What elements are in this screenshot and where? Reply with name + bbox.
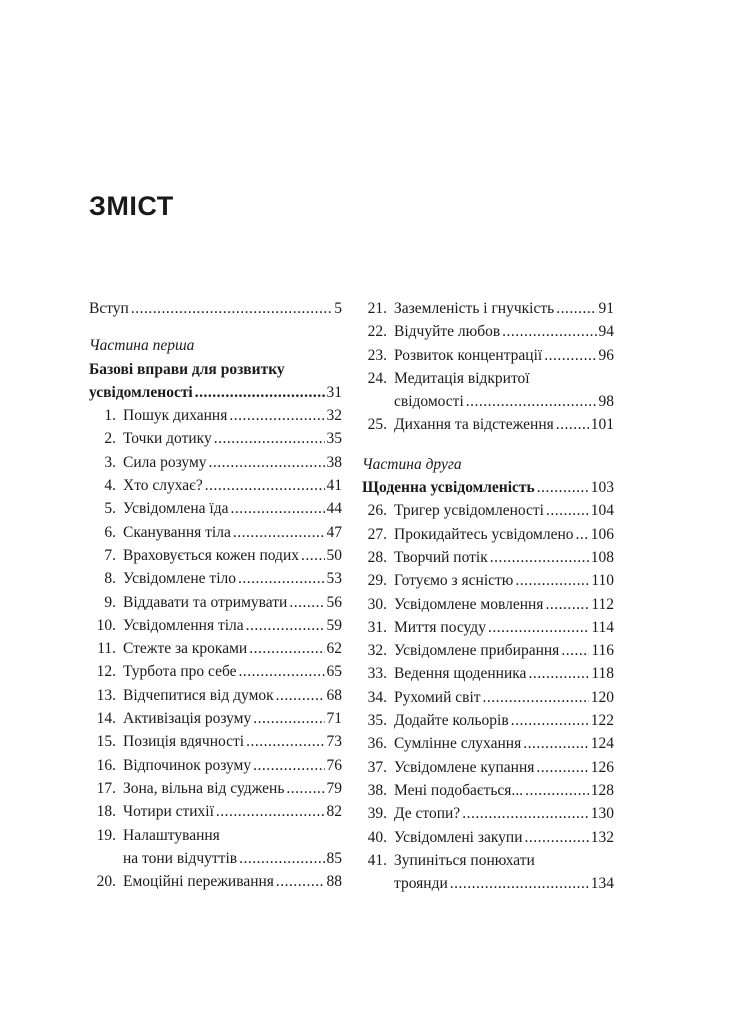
toc-entry-title: Прокидайтесь усвідомлено <box>394 525 574 543</box>
toc-entry-page: 112 <box>591 595 614 613</box>
toc-entry[interactable] <box>362 499 614 522</box>
toc-column-left <box>89 297 342 893</box>
leader-dots <box>536 756 588 779</box>
toc-entry-page: 44 <box>326 500 342 518</box>
toc-entry-page: 96 <box>598 346 614 364</box>
toc-entry-number: 24. <box>367 369 387 387</box>
leader-dots <box>515 569 589 592</box>
toc-entry-number: 9. <box>104 593 116 611</box>
toc-entry-title: Емоційні переживання <box>123 873 274 891</box>
toc-entry[interactable] <box>362 756 614 779</box>
toc-entry[interactable] <box>362 593 614 616</box>
toc-entry-number: 2. <box>104 430 116 448</box>
toc-entry-page: 71 <box>326 710 342 728</box>
toc-entry[interactable] <box>362 413 614 436</box>
toc-entry-page: 122 <box>590 712 614 730</box>
toc-entry-page: 76 <box>326 756 342 774</box>
toc-entry-page: 88 <box>326 873 342 891</box>
toc-entry-number: 4. <box>104 477 116 495</box>
toc-entry-title: Пошук дихання <box>123 407 228 425</box>
toc-entry-number: 41. <box>367 851 387 869</box>
leader-dots <box>511 709 589 732</box>
toc-entry[interactable] <box>89 660 342 683</box>
leader-dots <box>249 637 324 660</box>
part-label: Частина перша <box>89 337 195 355</box>
toc-entry-page: 50 <box>326 546 342 564</box>
toc-entry[interactable] <box>362 546 614 569</box>
toc-entry-title: свідомості <box>394 393 464 411</box>
toc-entry-number: 19. <box>96 826 116 844</box>
toc-entry-number: 18. <box>96 803 116 821</box>
toc-entry-page: 47 <box>326 523 342 541</box>
toc-entry-number: 10. <box>96 616 116 634</box>
toc-entry-title: на тони відчуттів <box>123 849 238 867</box>
leader-dots <box>276 684 325 707</box>
toc-entry-page: 41 <box>326 477 342 495</box>
toc-entry-number: 29. <box>367 572 387 590</box>
page-title: ЗМІСТ <box>89 191 174 221</box>
toc-entry-page: 73 <box>326 733 342 751</box>
leader-dots <box>231 497 325 520</box>
leader-dots <box>525 826 589 849</box>
toc-entry-title: Усвідомлені закупи <box>394 828 523 846</box>
leader-dots <box>289 591 324 614</box>
toc-entry-page: 5 <box>334 300 342 317</box>
leader-dots <box>556 413 589 436</box>
toc-entry[interactable] <box>362 639 614 662</box>
toc-entry[interactable] <box>362 344 614 367</box>
toc-entry-page: 62 <box>326 640 342 658</box>
toc-entry-number: 5. <box>104 500 116 518</box>
leader-dots <box>488 616 589 639</box>
toc-entry[interactable] <box>89 474 342 497</box>
toc-entry-page: 116 <box>591 642 614 660</box>
toc-entry[interactable] <box>362 662 614 685</box>
toc-entry-page: 35 <box>326 430 342 448</box>
toc-entry-title: Точки дотику <box>123 430 212 448</box>
toc-column-right <box>362 297 614 895</box>
toc-entry-page: 101 <box>590 416 614 434</box>
toc-entry-page: 110 <box>591 572 614 590</box>
leader-dots <box>545 593 589 616</box>
toc-entry-page: 65 <box>326 663 342 681</box>
toc-entry[interactable] <box>362 849 614 872</box>
toc-entry-title: Відчепитися від думок <box>123 686 274 704</box>
toc-entry-title: Турбота про себе <box>123 663 237 681</box>
toc-entry[interactable] <box>89 707 342 730</box>
toc-entry-title: Зона, вільна від суджень <box>123 779 285 797</box>
part-title-line2: усвідомленості <box>89 383 193 401</box>
leader-dots <box>209 451 325 474</box>
toc-entry[interactable] <box>89 451 342 474</box>
toc-entry-title: Налаштування <box>123 826 220 844</box>
toc-entry-title: Вступ <box>89 300 129 317</box>
toc-entry-title: Додайте кольорів <box>394 712 509 730</box>
toc-entry-number: 22. <box>367 323 387 341</box>
toc-entry-title: Заземленість і гнучкість <box>394 300 555 317</box>
toc-entry-part2[interactable] <box>362 476 614 499</box>
toc-entry-page: 38 <box>326 453 342 471</box>
toc-entry-page: 31 <box>326 383 342 401</box>
leader-dots <box>462 802 589 825</box>
toc-entry-title: Зупиніться понюхати <box>394 851 535 869</box>
toc-entry-number: 30. <box>367 595 387 613</box>
toc-entry-page: 32 <box>326 407 342 425</box>
toc-entry-continued[interactable] <box>362 872 614 895</box>
leader-dots <box>214 427 325 450</box>
leader-dots <box>229 404 324 427</box>
toc-entry-title: Стежте за кроками <box>123 640 248 658</box>
toc-entry-page: 124 <box>590 735 614 753</box>
toc-entry[interactable] <box>362 569 614 592</box>
toc-entry-number: 13. <box>96 686 116 704</box>
leader-dots <box>556 297 596 320</box>
toc-entry-title: Усвідомлення тіла <box>123 616 244 634</box>
toc-entry-number: 6. <box>104 523 116 541</box>
part-label: Частина друга <box>362 455 462 473</box>
leader-dots <box>525 779 589 802</box>
toc-entry-page: 134 <box>590 875 614 893</box>
toc-entry[interactable] <box>89 521 342 544</box>
leader-dots <box>239 847 324 870</box>
toc-entry-page: 118 <box>591 665 614 683</box>
toc-entry-title: троянди <box>394 875 448 893</box>
leader-dots <box>239 660 325 683</box>
toc-entry[interactable] <box>362 826 614 849</box>
toc-entry-page: 91 <box>598 300 614 317</box>
leader-dots <box>238 567 325 590</box>
toc-entry[interactable] <box>89 800 342 823</box>
toc-entry-title: Усвідомлена їда <box>123 500 229 518</box>
toc-entry[interactable] <box>89 754 342 777</box>
toc-entry-number: 12. <box>96 663 116 681</box>
leader-dots <box>286 777 324 800</box>
toc-entry-number: 14. <box>96 710 116 728</box>
toc-entry-number: 3. <box>104 453 116 471</box>
toc-entry[interactable] <box>362 802 614 825</box>
part-title: Щоденна усвідомленість <box>362 479 535 497</box>
toc-entry-page: 68 <box>326 686 342 704</box>
toc-entry-number: 35. <box>367 712 387 730</box>
toc-entry[interactable] <box>89 591 342 614</box>
toc-entry[interactable] <box>89 684 342 707</box>
leader-dots <box>253 707 324 730</box>
toc-entry[interactable] <box>362 523 614 546</box>
leader-dots <box>205 474 325 497</box>
toc-entry-title: Активізація розуму <box>123 710 252 728</box>
toc-entry-continued[interactable] <box>89 847 342 870</box>
toc-entry-part1[interactable] <box>89 381 342 404</box>
toc-entry[interactable] <box>89 497 342 520</box>
toc-entry-number: 25. <box>367 416 387 434</box>
leader-dots <box>502 320 596 343</box>
toc-entry-number: 7. <box>104 546 116 564</box>
part-title-line1: Базові вправи для розвитку <box>89 360 285 378</box>
leader-dots <box>131 297 332 320</box>
toc-entry-page: 79 <box>326 779 342 797</box>
toc-entry-page: 59 <box>326 616 342 634</box>
toc-entry-number: 17. <box>96 779 116 797</box>
leader-dots <box>466 390 597 413</box>
toc-entry-title: Відпочинок розуму <box>123 756 252 774</box>
toc-entry-title: Враховується кожен подих <box>123 546 299 564</box>
leader-dots <box>253 754 324 777</box>
toc-entry-title: Сила розуму <box>123 453 207 471</box>
leader-dots <box>276 870 325 893</box>
toc-entry-page: 130 <box>590 805 614 823</box>
toc-entry[interactable] <box>89 614 342 637</box>
leader-dots <box>233 521 325 544</box>
toc-entry-continued[interactable] <box>362 390 614 413</box>
toc-entry-title: Усвідомлене прибирання <box>394 642 560 660</box>
toc-entry-number: 38. <box>367 781 387 799</box>
toc-entry-title: Мені подобається... <box>394 781 524 799</box>
toc-entry[interactable] <box>89 777 342 800</box>
toc-entry-page: 106 <box>590 525 614 543</box>
toc-entry[interactable] <box>89 427 342 450</box>
toc-entry[interactable] <box>362 686 614 709</box>
toc-entry[interactable] <box>362 297 614 320</box>
leader-dots <box>450 872 589 895</box>
toc-entry-number: 39. <box>367 805 387 823</box>
toc-entry-page: 104 <box>590 502 614 520</box>
toc-entry-number: 20. <box>96 873 116 891</box>
toc-entry-page: 82 <box>326 803 342 821</box>
leader-dots <box>561 639 589 662</box>
leader-dots <box>195 381 325 404</box>
toc-entry-title: Де стопи? <box>394 805 461 823</box>
toc-entry-title: Хто слухає? <box>123 477 203 495</box>
toc-entry-title: Рухомий світ <box>394 688 481 706</box>
toc-entry-title: Ведення щоденника <box>394 665 527 683</box>
toc-entry-page: 114 <box>591 618 614 636</box>
leader-dots <box>537 476 589 499</box>
toc-entry-page: 53 <box>326 570 342 588</box>
leader-dots <box>216 800 325 823</box>
toc-entry-title: Сумлінне слухання <box>394 735 522 753</box>
toc-entry[interactable] <box>89 870 342 893</box>
toc-entry[interactable] <box>89 544 342 567</box>
toc-entry-page: 108 <box>590 548 614 566</box>
toc-entry-page: 132 <box>590 828 614 846</box>
toc-entry-page: 126 <box>590 758 614 776</box>
toc-entry-number: 36. <box>367 735 387 753</box>
toc-entry-number: 40. <box>367 828 387 846</box>
toc-entry-page: 94 <box>598 323 614 341</box>
leader-dots <box>576 523 589 546</box>
toc-entry[interactable] <box>89 730 342 753</box>
toc-entry-title: Миття посуду <box>394 618 486 636</box>
toc-entry-page: 103 <box>590 479 614 497</box>
toc-entry-title: Відчуйте любов <box>394 323 501 341</box>
toc-entry-title: Сканування тіла <box>123 523 231 541</box>
toc-entry-number: 32. <box>367 642 387 660</box>
toc-entry-intro[interactable] <box>89 297 342 320</box>
toc-entry-title: Творчий потік <box>394 548 488 566</box>
toc-entry-title: Медитація відкритої <box>394 369 530 387</box>
leader-dots <box>246 730 324 753</box>
leader-dots <box>301 544 325 567</box>
leader-dots <box>523 732 589 755</box>
leader-dots <box>546 499 589 522</box>
toc-entry-page: 85 <box>326 849 342 867</box>
toc-entry[interactable] <box>362 616 614 639</box>
toc-entry-title: Усвідомлене купання <box>394 758 535 776</box>
toc-entry-title: Дихання та відстеження <box>394 416 554 434</box>
toc-entry-page: 120 <box>590 688 614 706</box>
toc-entry-number: 26. <box>367 502 387 520</box>
toc-entry-page: 128 <box>590 781 614 799</box>
toc-entry-title: Усвідомлене тіло <box>123 570 236 588</box>
toc-entry[interactable] <box>89 404 342 427</box>
leader-dots <box>544 344 596 367</box>
leader-dots <box>528 662 589 685</box>
leader-dots <box>246 614 325 637</box>
leader-dots <box>483 686 589 709</box>
toc-entry[interactable] <box>362 709 614 732</box>
toc-entry-number: 16. <box>96 756 116 774</box>
toc-entry[interactable] <box>362 732 614 755</box>
toc-entry-title: Віддавати та отримувати <box>123 593 288 611</box>
toc-entry[interactable] <box>89 567 342 590</box>
toc-entry[interactable] <box>362 367 614 390</box>
toc-entry[interactable] <box>362 320 614 343</box>
toc-entry-number: 21. <box>367 300 387 317</box>
toc-entry-title: Чотири стихії <box>123 803 214 821</box>
toc-entry-number: 37. <box>367 758 387 776</box>
toc-entry-number: 11. <box>97 640 116 658</box>
toc-entry-title: Позиція вдячності <box>123 733 245 751</box>
toc-entry-page: 56 <box>326 593 342 611</box>
toc-entry-number: 1. <box>104 407 116 425</box>
toc-entry-number: 15. <box>96 733 116 751</box>
toc-entry-number: 33. <box>367 665 387 683</box>
toc-entry-number: 23. <box>367 346 387 364</box>
toc-entry-title: Готуємо з ясністю <box>394 572 514 590</box>
toc-entry-number: 28. <box>367 548 387 566</box>
toc-entry-number: 34. <box>367 688 387 706</box>
toc-entry-number: 8. <box>104 570 116 588</box>
leader-dots <box>490 546 589 569</box>
toc-entry[interactable] <box>89 824 342 847</box>
toc-entry[interactable] <box>362 779 614 802</box>
toc-entry-title: Розвиток концентрації <box>394 346 543 364</box>
toc-entry[interactable] <box>89 637 342 660</box>
toc-entry-title: Тригер усвідомленості <box>394 502 544 520</box>
toc-entry-number: 31. <box>367 618 387 636</box>
toc-entry-page: 98 <box>598 393 614 411</box>
toc-entry-title: Усвідомлене мовлення <box>394 595 544 613</box>
toc-entry-number: 27. <box>367 525 387 543</box>
